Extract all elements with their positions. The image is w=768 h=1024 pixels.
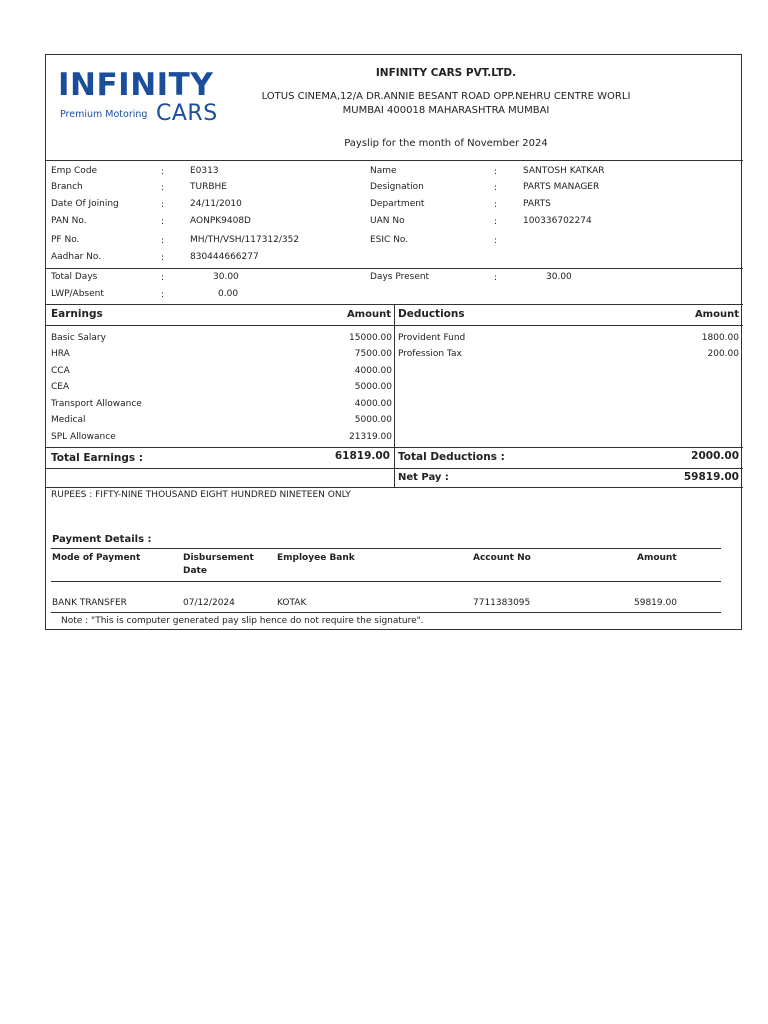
payment-bank: KOTAK: [277, 598, 307, 608]
col-disbursement-date: Date: [183, 566, 207, 576]
total-deductions-value: 2000.00: [691, 450, 739, 462]
sep: :: [161, 183, 165, 193]
sep: :: [161, 167, 165, 177]
payment-date: 07/12/2024: [183, 598, 235, 608]
sep: :: [494, 167, 498, 177]
column-divider: [394, 304, 395, 468]
deductions-header: Deductions: [398, 308, 465, 320]
pf-label: PF No.: [51, 235, 80, 245]
name-label: Name: [370, 166, 397, 176]
column-divider: [394, 468, 395, 487]
sep: :: [161, 236, 165, 246]
net-pay-label: Net Pay :: [398, 472, 449, 483]
col-account-no: Account No: [473, 553, 531, 563]
total-deductions-label: Total Deductions :: [398, 451, 505, 463]
earning-amount: 15000.00: [349, 333, 392, 343]
uan-label: UAN No: [370, 216, 405, 226]
sep: :: [494, 217, 498, 227]
aadhar-label: Aadhar No.: [51, 252, 102, 262]
deduction-label: Provident Fund: [398, 333, 466, 343]
col-disbursement: Disbursement: [183, 553, 254, 563]
payslip: [45, 54, 742, 630]
company-address-2: MUMBAI 400018 MAHARASHTRA MUMBAI: [342, 105, 550, 116]
total-days-label: Total Days: [51, 272, 98, 282]
sep: :: [161, 273, 165, 283]
company-address-1: LOTUS CINEMA,12/A DR.ANNIE BESANT ROAD OPP.NEHRU CENTRE WORLI: [261, 91, 631, 102]
sep: :: [161, 290, 165, 300]
designation-label: Designation: [370, 182, 424, 192]
total-earnings-label: Total Earnings :: [51, 452, 143, 464]
name-value: SANTOSH KATKAR: [523, 166, 605, 176]
payment-account: 7711383095: [473, 598, 531, 608]
branch-value: TURBHE: [190, 182, 227, 192]
company-name: INFINITY CARS PVT.LTD.: [375, 67, 517, 79]
deduction-amount: 1800.00: [701, 333, 739, 343]
sep: :: [494, 183, 498, 193]
earnings-header: Earnings: [51, 308, 103, 320]
divider: [51, 581, 721, 582]
logo-sub: CARS: [156, 101, 218, 126]
deduction-amount: 200.00: [707, 349, 739, 359]
pan-label: PAN No.: [51, 216, 87, 226]
divider: [51, 548, 721, 549]
earning-amount: 4000.00: [354, 366, 392, 376]
earning-label: HRA: [51, 349, 70, 359]
net-pay-value: 59819.00: [683, 471, 739, 483]
earning-label: CCA: [51, 366, 70, 376]
sep: :: [161, 200, 165, 210]
sep: :: [494, 200, 498, 210]
uan-value: 100336702274: [523, 216, 592, 226]
logo-tagline: Premium Motoring: [60, 109, 148, 120]
divider: [46, 487, 743, 488]
earning-amount: 21319.00: [349, 432, 392, 442]
deduction-label: Profession Tax: [398, 349, 462, 359]
earning-label: Basic Salary: [51, 333, 106, 343]
doj-label: Date Of Joining: [51, 199, 119, 209]
doj-value: 24/11/2010: [190, 199, 242, 209]
earning-label: Medical: [51, 415, 86, 425]
net-pay-words: RUPEES : FIFTY-NINE THOUSAND EIGHT HUNDRED NINETEEN ONLY: [51, 490, 351, 500]
designation-value: PARTS MANAGER: [523, 182, 600, 192]
days-present-label: Days Present: [370, 272, 430, 282]
earning-amount: 7500.00: [354, 349, 392, 359]
col-amount: Amount: [637, 553, 677, 563]
lwp-value: 0.00: [218, 289, 239, 299]
divider: [46, 160, 743, 161]
col-mode-of-payment: Mode of Payment: [52, 553, 141, 563]
logo-wordmark: INFINITY: [58, 67, 214, 103]
divider: [46, 447, 743, 448]
branch-label: Branch: [51, 182, 83, 192]
col-employee-bank: Employee Bank: [277, 553, 355, 563]
pan-value: AONPK9408D: [190, 216, 251, 226]
esic-label: ESIC No.: [370, 235, 409, 245]
divider: [51, 612, 721, 613]
total-days-value: 30.00: [213, 272, 239, 282]
sep: :: [494, 273, 498, 283]
earning-label: Transport Allowance: [51, 399, 142, 409]
payment-mode: BANK TRANSFER: [52, 598, 127, 608]
payment-amount: 59819.00: [634, 598, 677, 608]
earning-amount: 5000.00: [354, 415, 392, 425]
emp-code-value: E0313: [190, 166, 219, 176]
computer-generated-note: Note : "This is computer generated pay slip hence do not require the signature".: [61, 616, 424, 626]
sep: :: [494, 236, 498, 246]
deductions-amount-header: Amount: [694, 309, 739, 320]
aadhar-value: 830444666277: [190, 252, 259, 262]
earning-label: SPL Allowance: [51, 432, 116, 442]
earning-label: CEA: [51, 382, 70, 392]
earnings-amount-header: Amount: [346, 309, 391, 320]
sep: :: [161, 253, 165, 263]
department-label: Department: [370, 199, 425, 209]
department-value: PARTS: [523, 199, 551, 209]
days-present-value: 30.00: [546, 272, 572, 282]
total-earnings-value: 61819.00: [334, 450, 390, 462]
earning-amount: 5000.00: [354, 382, 392, 392]
sep: :: [161, 217, 165, 227]
payment-details-title: Payment Details :: [52, 534, 152, 545]
payslip-title: Payslip for the month of November 2024: [344, 138, 548, 149]
earning-amount: 4000.00: [354, 399, 392, 409]
emp-code-label: Emp Code: [51, 166, 98, 176]
lwp-label: LWP/Absent: [51, 289, 104, 299]
pf-value: MH/TH/VSH/117312/352: [190, 235, 300, 245]
company-logo: [54, 67, 218, 131]
divider: [46, 268, 743, 269]
